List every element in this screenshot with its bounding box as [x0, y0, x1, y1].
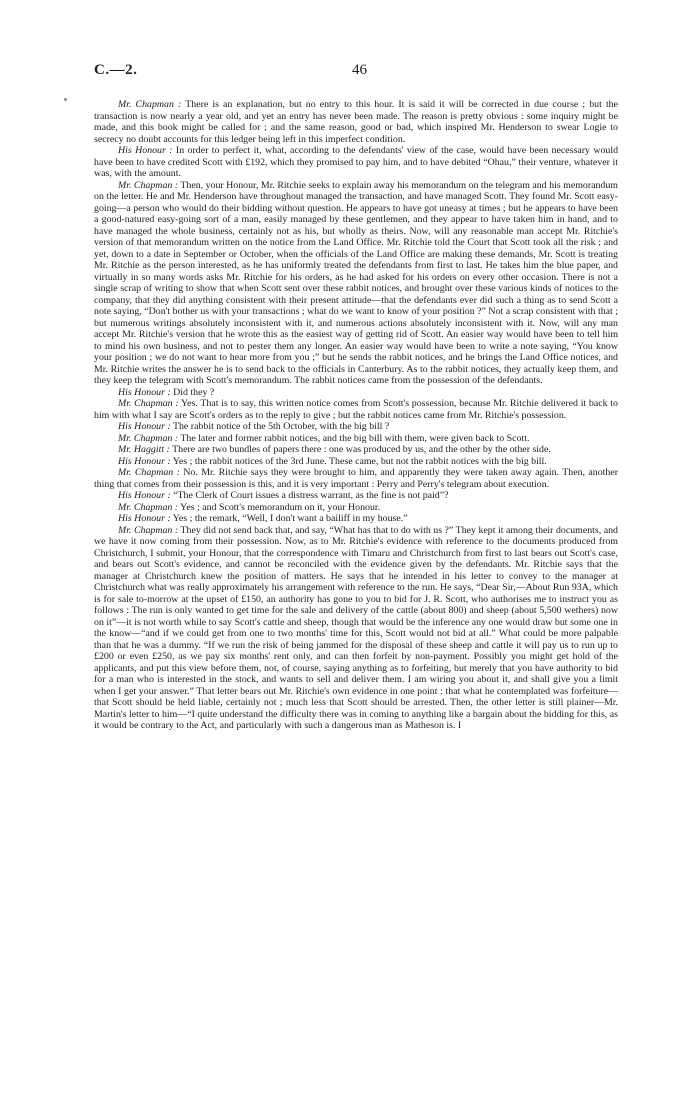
paragraph-text: Yes ; and Scott's memorandum on it, your Honour. — [178, 501, 381, 513]
paragraph — [94, 490, 618, 502]
paragraph-text: Yes. That is to say, this written notice comes from Scott's possession, because Mr. Ritchie delivered it back to him with what I say are Scott's orders as to the reply to give ; but the rabbit notices came from Mr. Ritchie's possession. — [94, 398, 618, 421]
paragraph — [94, 456, 618, 468]
paragraph — [94, 180, 618, 387]
paragraph — [94, 145, 618, 180]
speaker: Mr. Haggitt : — [118, 444, 170, 455]
paragraph-text: There are two bundles of papers there : one was produced by us, and the other by the other side. — [169, 444, 551, 455]
document-body — [94, 99, 618, 732]
speaker: Mr. Chapman : — [118, 524, 179, 536]
speaker: His Honour : — [118, 455, 171, 467]
paragraph-text: In order to perfect it, what, according to the defendants' view of the case, would have been necessary would have been to have credited Scott with £192, which they promised to pay him, and to have debited “Ohau,” their venture, whatever it was, with the amount. — [94, 145, 619, 179]
paragraph — [94, 525, 618, 732]
paragraph — [94, 421, 618, 433]
margin-mark — [64, 98, 67, 101]
page-number: 46 — [352, 62, 367, 78]
page-header — [94, 62, 618, 86]
document-reference: C.—2. — [94, 62, 138, 78]
paragraph-text: They did not send back that, and say, “What has that to do with us ?” They kept it among their documents, and we have it now coming from their possession. Now, as to Mr. Ritchie's evidence with reference to the documents produced from Christchurch, I submit, your Honour, that the correspondence with Timaru and Christchurch from first to last bears out Scott's case, and bears out Scott's evidence, and cannot be reconciled with the evidence given by the defendants. Mr. Ritchie says that the manager at Christchurch knew the position of matters. He says that he intended in his letter to convey to the manager at Christchurch what was really approximately his arrangement with reference to the run. He says, “Dear Sir,—About Run 93A, which is for sale to-morrow at the upset of £150, an authority has gone to you to bid for J. R. Scott, who authorises me to instruct you as follows : The run is only wanted to get time for the sale and delivery of the cattle (about 800) and sheep (about 5,500 wethers) now on it”—it is not worth while to say Scott's cattle and sheep, though that would be the inference any one would draw but some one in the know—“and if we could get from one to two months' time for this, Scott would not bid at all.” What could be more palpable than that he was a dummy. “If we run the risk of being jammed for the disposal of these sheep and cattle it will pay us to run up to £200 or even £250, as we pay six months' rent only, and can then forfeit by non-payment. Possibly you might get hold of the applicants, and put this view before them, not, of course, saying anything as to forfeiting, but merely that you have authority to bid for a man who is interested in the stock, and wants to sell and deliver them. I am wiring you about it, and shall give you a limit when I get your answer.” That letter bears out Mr. Ritchie's own evidence in one point : that what he contemplated was forfeiture—that Scott should be held liable, certainly not ; much less that Scott should be arrested. Then, the other letter is still plainer—Mr. Martin's letter to him—“I quite understand the difficulty there was in coming to anything like a bargain about the bidding for this, as it would be contrary to the Act, and particularly with such a dangerous man as Matheson is. I — [94, 524, 618, 731]
paragraph-text: “The Clerk of Court issues a distress warrant, as the fine is not paid”? — [170, 490, 449, 501]
speaker: Mr. Chapman : — [118, 398, 179, 409]
paragraph-text: The later and former rabbit notices, and the big bill with them, were given back to Scott. — [178, 432, 530, 444]
speaker: His Honour : — [118, 421, 171, 432]
paragraph — [94, 513, 618, 525]
paragraph-text: Yes ; the rabbit notices of the 3rd June. These came, but not the rabbit notices with the big bill. — [170, 455, 547, 467]
paragraph-text: No. Mr. Ritchie says they were brought to him, and apparently they were taken away again. Then, another thing that comes from their possession is this, and it is very important : Perry and Perry's telegram about execution. — [94, 467, 618, 490]
paragraph — [94, 433, 618, 445]
paragraph-text: Yes ; the remark, “Well, I don't want a bailiff in my house.” — [170, 513, 408, 524]
paragraph-text: Did they ? — [170, 386, 215, 398]
speaker: Mr. Chapman : — [118, 179, 179, 191]
paragraph-text: The rabbit notice of the 5th October, with the big bill ? — [170, 421, 390, 432]
speaker: His Honour : — [118, 513, 171, 524]
paragraph — [94, 444, 618, 456]
paragraph — [94, 398, 618, 421]
paragraph-text: Then, your Honour, Mr. Ritchie seeks to explain away his memorandum on the telegram and his memorandum on the letter. He and Mr. Henderson have throughout managed the transaction, and have managed Scott. They found Mr. Scott easy-going—a person who would do their bidding without question. He appears to have got uneasy at times ; but he appears to have been a good-natured easy-going sort of a man, easily managed by these gentlemen, and they appear to have taken him in hand, and to have managed the whole business, certainly not as his, but wholly as theirs. Now, will any reasonable man accept Mr. Ritchie's version of that memorandum written on the notice from the Land Office. Mr. Ritchie told the Court that Scott took all the risk ; and yet, down to a date in September or October, when the officials of the Land Office are making these demands, Mr. Scott is treating Mr. Ritchie as the person interested, as he has uniformly treated the defendants from first to last. He takes him the blue paper, and virtually in so many words asks Mr. Ritchie for his orders, as he had asked for his orders on every other occasion. There is not a single scrap of writing to show that when Scott sent over these rabbit notices, and brought over these various kinds of notices to the company, that they did anything consistent with their present attitude—that the defendants ever did such a thing as to send Scott a note saying, “Don't bother us with your transactions ; what do we want to know of your position ?” Not a scrap consistent with that ; but numerous writings absolutely inconsistent with it, and numerous actions absolutely inconsistent with it. Now, will any man accept Mr. Ritchie's version that he wrote this as the easiest way of getting rid of Scott. An easier way would have been to tell him to mind his own business, and not to pester them any longer. An easier way would have been to write a note saying, “You know your position ; we do not want to hear more from you ;” but he sends the rabbit notices, and he brings the Land Office notices, and Mr. Ritchie writes the answer he is to send back to the officials in Canterbury. As to the rabbit notices, they actually keep them, and they keep the telegram with Scott's memorandum. The rabbit notices came from the possession of the defendants. — [94, 179, 618, 386]
paragraph — [94, 502, 618, 514]
speaker: Mr. Chapman : — [118, 432, 179, 444]
speaker: His Honour : — [118, 490, 171, 501]
paragraph — [94, 387, 618, 399]
speaker: His Honour : — [118, 386, 171, 398]
paragraph — [94, 99, 618, 145]
speaker: Mr. Chapman : — [118, 467, 180, 478]
paragraph-text: There is an explanation, but no entry to this hour. It is said it will be corrected in due course ; but the transaction is now nearly a year old, and yet an entry has never been made. The reason is pretty obvious : some inquiry might be made, and this book might be called for ; and the same reason, good or bad, which inspired Mr. Henderson to swear Logie to secrecy no doubt accounts for this ledger being left in this imperfect condition. — [94, 99, 619, 145]
speaker: His Honour : — [118, 145, 173, 156]
paragraph — [94, 467, 618, 490]
speaker: Mr. Chapman : — [118, 99, 182, 110]
speaker: Mr. Chapman : — [118, 501, 179, 513]
